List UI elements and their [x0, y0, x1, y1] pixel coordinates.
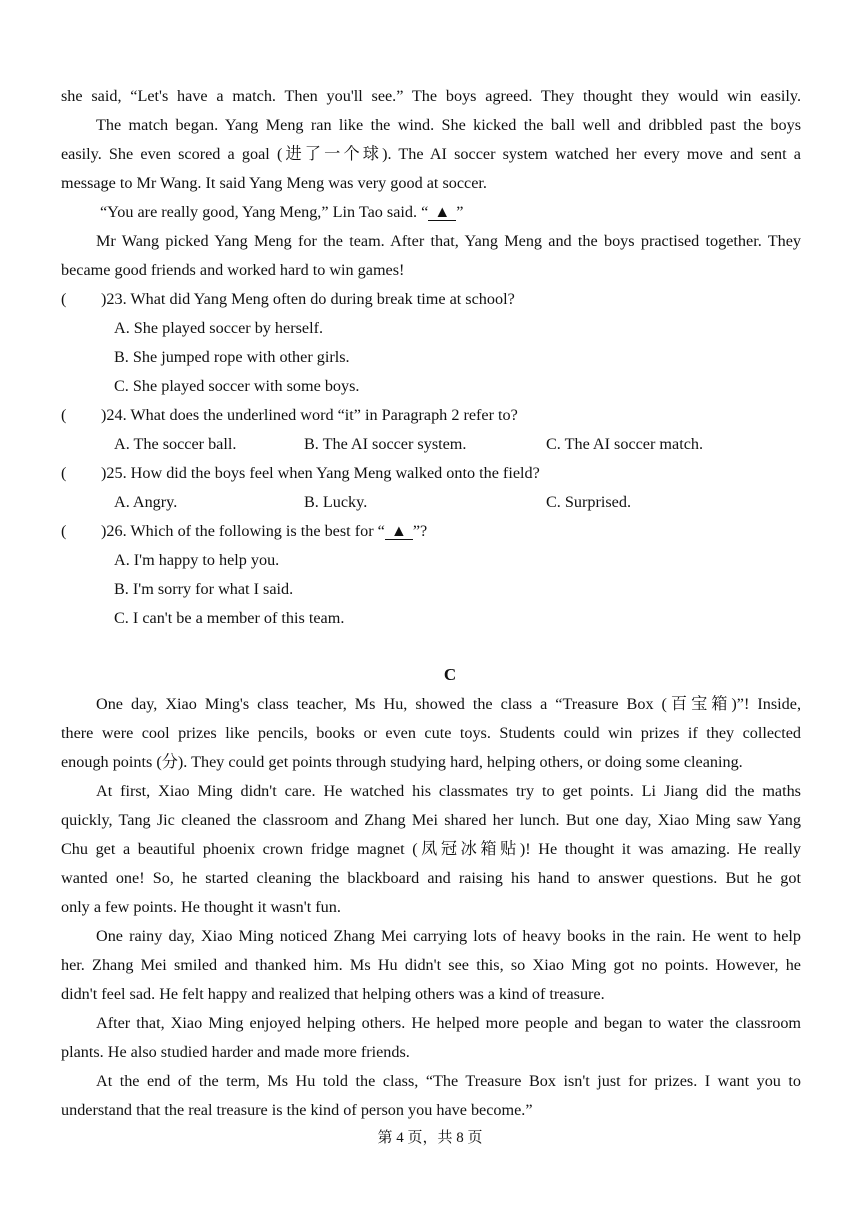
quote-close: ” [456, 203, 464, 221]
passage-line: Mr Wang picked Yang Meng for the team. After that, Yang Meng and the boys practised together. They [96, 232, 801, 250]
section-heading: C [443, 665, 457, 684]
passage-line: wanted one! So, he started cleaning the blackboard and raising his hand to answer questions. But he got [61, 869, 801, 887]
question-23: )23. What did Yang Meng often do during break time at school? [101, 290, 515, 308]
answer-blank: ▲ [428, 204, 456, 221]
page-footer: 第 4 页，共 8 页 [377, 1130, 483, 1146]
option-b: B. Lucky. [304, 493, 368, 511]
passage-line: plants. He also studied harder and made more friends. [61, 1043, 410, 1061]
passage-line: became good friends and worked hard to win games! [61, 261, 405, 279]
quote-text: “You are really good, Yang Meng,” Lin Tao said. “ [100, 203, 429, 221]
passage-line-with-blank [100, 202, 840, 222]
option-c: C. She played soccer with some boys. [114, 377, 360, 395]
question-26 [101, 521, 427, 541]
passage-line: At the end of the term, Ms Hu told the class, “The Treasure Box isn't just for prizes. I want you to [96, 1072, 801, 1090]
passage-line: only a few points. He thought it wasn't fun. [61, 898, 341, 916]
passage-line: One rainy day, Xiao Ming noticed Zhang Mei carrying lots of heavy books in the rain. He went to help [96, 927, 801, 945]
answer-paren: ( [61, 290, 67, 308]
passage-line: message to Mr Wang. It said Yang Meng was very good at soccer. [61, 174, 487, 192]
option-a: A. The soccer ball. [114, 435, 237, 453]
option-b: B. The AI soccer system. [304, 435, 467, 453]
answer-blank: ▲ [385, 523, 413, 540]
question-text-end: ”? [412, 522, 428, 540]
passage-line: enough points (分). They could get points through studying hard, helping others, or doing some cleaning. [61, 753, 743, 771]
option-b: B. I'm sorry for what I said. [114, 580, 294, 598]
passage-line: After that, Xiao Ming enjoyed helping others. He helped more people and began to water the classroom [96, 1014, 801, 1032]
option-a: A. She played soccer by herself. [114, 319, 324, 337]
passage-line: One day, Xiao Ming's class teacher, Ms Hu, showed the class a “Treasure Box (百宝箱)”! Inside, [96, 695, 801, 713]
question-text: )26. Which of the following is the best for “ [101, 522, 385, 540]
question-24: )24. What does the underlined word “it” in Paragraph 2 refer to? [101, 406, 518, 424]
passage-line: quickly, Tang Jic cleaned the classroom and Zhang Mei shared her lunch. But one day, Xiao Ming saw Yang [61, 811, 801, 829]
option-c: C. Surprised. [546, 493, 631, 511]
option-b: B. She jumped rope with other girls. [114, 348, 350, 366]
option-a: A. I'm happy to help you. [114, 551, 280, 569]
answer-paren: ( [61, 406, 67, 424]
passage-line: she said, “Let's have a match. Then you'll see.” The boys agreed. They thought they would win easily. [61, 87, 801, 105]
option-a: A. Angry. [114, 493, 178, 511]
answer-paren: ( [61, 464, 67, 482]
passage-line: At first, Xiao Ming didn't care. He watched his classmates try to get points. Li Jiang did the maths [96, 782, 801, 800]
passage-line: The match began. Yang Meng ran like the wind. She kicked the ball well and dribbled past the boys [96, 116, 801, 134]
answer-paren: ( [61, 522, 67, 540]
question-25: )25. How did the boys feel when Yang Meng walked onto the field? [101, 464, 540, 482]
passage-line: her. Zhang Mei smiled and thanked him. Ms Hu didn't see this, so Xiao Ming got no points. However, he [61, 956, 801, 974]
option-c: C. The AI soccer match. [546, 435, 704, 453]
option-c: C. I can't be a member of this team. [114, 609, 345, 627]
passage-line: Chu get a beautiful phoenix crown fridge magnet (凤冠冰箱贴)! He thought it was amazing. He really [61, 840, 801, 858]
passage-line: easily. She even scored a goal (进了一个球). The AI soccer system watched her every move and sent a [61, 145, 801, 163]
passage-line: didn't feel sad. He felt happy and realized that helping others was a kind of treasure. [61, 985, 605, 1003]
passage-line: there were cool prizes like pencils, books or even cute toys. Students could win prizes if they collected [61, 724, 801, 742]
passage-line: understand that the real treasure is the kind of person you have become.” [61, 1101, 533, 1119]
